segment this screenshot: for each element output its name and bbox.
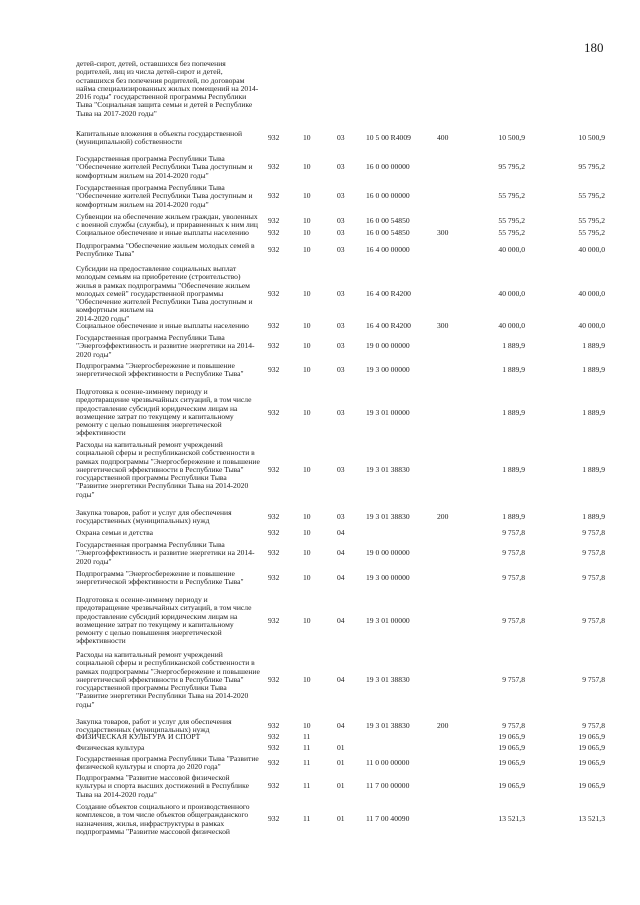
row-name-line: Республике Тыва" [76,249,135,259]
section-code: 11 [303,732,311,741]
section-code: 10 [303,465,311,474]
row-name [76,541,266,566]
row-name [76,362,266,379]
amount-2019: 9 757,8 [502,573,525,582]
row-name-line: детей-сирот, детей, оставшихся без попечения [76,59,226,68]
row-name-line: рамках подпрограммы "Энергосбережение и повышение [76,666,260,676]
target-article-code: 11 0 00 00000 [366,758,410,767]
amount-2019: 9 757,8 [502,528,525,537]
amount-2019: 1 889,9 [502,512,525,521]
row-name-line: родителей, лиц из числа детей-сирот и детей, [76,67,223,77]
section-code: 10 [303,133,311,142]
section-code: 10 [303,321,311,330]
section-code: 10 [303,721,311,730]
ministry-code: 932 [268,528,280,537]
amount-2019: 1 889,9 [502,341,525,350]
row-name-line: Субсидии на предоставление социальных выплат [76,264,237,273]
amount-2020: 1 889,9 [582,365,605,374]
subsection-code: 01 [337,743,345,752]
row-name-line: подпрограммы "Развитие массовой физической [76,826,230,836]
row-name-line: "Развитие энергетики Республики Тыва на 2014-2020 [76,481,249,491]
target-article-code: 16 0 00 00000 [366,162,410,171]
row-name-line: оставшихся без попечения родителей, по договорам [76,75,245,85]
amount-2020: 55 795,2 [578,228,605,237]
ministry-code: 932 [268,548,280,557]
row-name-line: найма специализированных жилых помещений на 2014- [76,83,259,93]
target-article-code: 19 3 01 00000 [366,408,410,417]
row-name-line: Расходы на капитальный ремонт учреждений [76,650,223,659]
row-name-line: культуры и спорта высших достижений в Республике [76,781,249,791]
amount-2020: 9 757,8 [582,675,605,684]
row-name [76,803,266,836]
target-article-code: 19 3 01 38830 [366,675,410,684]
row-name [76,388,266,438]
amount-2020: 19 065,9 [578,743,605,752]
row-name-line: Создание объектов социального и производственного [76,802,250,811]
row-name-line: Государственная программа Республики Тыва [76,154,225,163]
target-article-code: 19 3 01 38830 [366,512,410,521]
ministry-code: 932 [268,512,280,521]
row-name-line: назначения, жилья, инфраструктуры в рамках [76,818,225,828]
amount-2020: 40 000,0 [578,289,605,298]
row-name [76,229,266,237]
subsection-code: 03 [337,216,345,225]
row-name-line: ФИЗИЧЕСКАЯ КУЛЬТУРА И СПОРТ [76,732,201,741]
row-name-line: Подготовка к осенне-зимнему периоду и [76,595,208,604]
row-name-line: (муниципальной) собственности [76,137,182,147]
amount-2019: 19 065,9 [498,758,525,767]
amount-2020: 19 065,9 [578,758,605,767]
row-name-line: Социальное обеспечение и иные выплаты населению [76,228,249,237]
row-name [76,242,266,259]
subsection-code: 04 [337,528,345,537]
row-name [76,733,266,741]
subsection-code: 03 [337,321,345,330]
ministry-code: 932 [268,781,280,790]
amount-2019: 55 795,2 [498,191,525,200]
row-name [76,529,266,537]
row-name-line: Государственная программа Республики Тыва "Развитие [76,754,259,763]
section-code: 10 [303,512,311,521]
amount-2019: 19 065,9 [498,743,525,752]
subsection-code: 04 [337,721,345,730]
amount-2020: 9 757,8 [582,721,605,730]
target-article-code: 16 0 00 54850 [366,228,410,237]
row-name-line: возмещение затрат по текущему и капитальному [76,411,234,421]
ministry-code: 932 [268,321,280,330]
row-name-line: "Энергоэффективность и развитие энергетики на 2014- [76,548,255,558]
row-name-line: Подпрограмма "Энергосбережение и повышение [76,361,235,370]
row-name-line: молодым семьям на приобретение (строительство) [76,272,241,282]
ministry-code: 932 [268,216,280,225]
ministry-code: 932 [268,191,280,200]
row-name-line: Закупка товаров, работ и услуг для обеспечения [76,717,232,726]
ministry-code: 932 [268,162,280,171]
expense-type-code: 400 [437,133,449,142]
row-name-line: комфортным жильем на 2014-2020 годы" [76,199,209,209]
row-name-line: предоставление субсидий юридическим лицам на [76,611,238,621]
ministry-code: 932 [268,245,280,254]
section-code: 10 [303,228,311,237]
target-article-code: 19 3 01 00000 [366,616,410,625]
ministry-code: 932 [268,758,280,767]
row-name-line: ремонту с целью повышения энергетической [76,420,222,430]
row-name-line: комплексов, в том числе объектов общегражданского [76,810,249,820]
section-code: 10 [303,675,311,684]
row-name-line: с военной службы (службы), и приравненных к ним лиц [76,220,258,230]
section-code: 10 [303,548,311,557]
row-name-line: государственных (муниципальных) нужд [76,516,210,526]
section-code: 10 [303,341,311,350]
target-article-code: 19 3 00 00000 [366,573,410,582]
amount-2019: 55 795,2 [498,216,525,225]
row-name-line: Подготовка к осенне-зимнему периоду и [76,387,208,396]
section-code: 11 [303,743,311,752]
target-article-code: 16 4 00 00000 [366,245,410,254]
section-code: 11 [303,781,311,790]
subsection-code: 01 [337,781,345,790]
section-code: 10 [303,528,311,537]
ministry-code: 932 [268,289,280,298]
row-name-line: Подпрограмма "Развитие массовой физической [76,773,230,782]
section-code: 10 [303,616,311,625]
row-name-line: рамках подпрограммы "Энергосбережение и повышение [76,456,260,466]
row-name-line: Тыва на 2017-2020 годы" [76,108,157,118]
row-name-line: 2014-2020 годы" [76,313,130,323]
row-name-line: комфортным жильем на 2014-2020 годы" [76,170,209,180]
amount-2020: 40 000,0 [578,321,605,330]
section-code: 10 [303,408,311,417]
row-name-line: возмещение затрат по текущему и капитальному [76,619,234,629]
target-article-code: 10 5 00 R4009 [366,133,411,142]
row-name [76,334,266,359]
amount-2019: 1 889,9 [502,365,525,374]
section-code: 10 [303,162,311,171]
row-name [76,596,266,646]
amount-2020: 10 500,9 [578,133,605,142]
subsection-code: 03 [337,162,345,171]
row-name-line: Социальное обеспечение и иные выплаты населению [76,321,249,330]
target-article-code: 19 3 01 38830 [366,465,410,474]
ministry-code: 932 [268,743,280,752]
amount-2020: 1 889,9 [582,512,605,521]
subsection-code: 04 [337,573,345,582]
subsection-code: 03 [337,228,345,237]
row-name [76,774,266,799]
row-name-line: молодых семей" государственной программы [76,288,224,298]
amount-2020: 9 757,8 [582,528,605,537]
row-name-line: Тыва "Социальная защита семьи и детей в Республике [76,100,253,110]
target-article-code: 16 4 00 R4200 [366,321,411,330]
row-name-line: Расходы на капитальный ремонт учреждений [76,440,223,449]
row-name-line: Закупка товаров, работ и услуг для обеспечения [76,508,232,517]
amount-2019: 40 000,0 [498,245,525,254]
subsection-code: 03 [337,245,345,254]
amount-2020: 19 065,9 [578,732,605,741]
ministry-code: 932 [268,721,280,730]
row-name [76,322,266,330]
target-article-code: 11 7 00 40090 [366,814,410,823]
ministry-code: 932 [268,732,280,741]
row-name-line: "Обеспечение жителей Республики Тыва доступным и [76,162,253,172]
amount-2019: 13 521,3 [498,814,525,823]
ministry-code: 932 [268,573,280,582]
row-name-line: Государственная программа Республики Тыва [76,540,225,549]
row-name-line: Капитальные вложения в объекты государственной [76,129,243,138]
row-name [76,60,266,118]
row-name [76,155,266,180]
subsection-code: 03 [337,465,345,474]
row-name-line: эффективности [76,636,126,646]
target-article-code: 16 0 00 00000 [366,191,410,200]
row-name-line: жилья в рамках подпрограммы "Обеспечение жильем [76,280,250,290]
row-name [76,441,266,499]
row-name-line: "Обеспечение жителей Республики Тыва доступным и [76,297,253,307]
row-name [76,651,266,709]
target-article-code: 16 4 00 R4200 [366,289,411,298]
row-name-line: Подпрограмма "Энергосбережение и повышение [76,569,235,578]
ministry-code: 932 [268,675,280,684]
section-code: 10 [303,245,311,254]
row-name [76,509,266,526]
row-name-line: эффективности [76,428,126,438]
expense-type-code: 300 [437,228,449,237]
ministry-code: 932 [268,228,280,237]
target-article-code: 11 7 00 00000 [366,781,410,790]
amount-2019: 95 795,2 [498,162,525,171]
amount-2019: 1 889,9 [502,465,525,474]
subsection-code: 03 [337,408,345,417]
row-name-line: 2020 годы" [76,349,112,359]
subsection-code: 03 [337,133,345,142]
section-code: 11 [303,758,311,767]
amount-2020: 9 757,8 [582,616,605,625]
row-name [76,130,266,147]
amount-2019: 9 757,8 [502,548,525,557]
subsection-code: 01 [337,814,345,823]
row-name-line: "Энергоэффективность и развитие энергетики на 2014- [76,341,255,351]
row-name-line: государственной программы Республики Тыва [76,683,227,693]
row-name [76,184,266,209]
target-article-code: 19 0 00 00000 [366,341,410,350]
subsection-code: 03 [337,512,345,521]
row-name-line: энергетической эффективности в Республике Тыва" [76,674,244,684]
amount-2020: 13 521,3 [578,814,605,823]
amount-2019: 19 065,9 [498,732,525,741]
row-name-line: "Развитие энергетики Республики Тыва на 2014-2020 [76,691,249,701]
subsection-code: 03 [337,289,345,298]
ministry-code: 932 [268,616,280,625]
ministry-code: 932 [268,408,280,417]
row-name-line: комфортным жильем на [76,305,154,315]
expense-type-code: 200 [437,721,449,730]
subsection-code: 03 [337,191,345,200]
subsection-code: 01 [337,758,345,767]
row-name-line: государственной программы Республики Тыва [76,473,227,483]
row-name-line: ремонту с целью повышения энергетической [76,628,222,638]
ministry-code: 932 [268,814,280,823]
ministry-code: 932 [268,465,280,474]
section-code: 10 [303,216,311,225]
amount-2020: 55 795,2 [578,191,605,200]
row-name [76,570,266,587]
row-name-line: Охрана семьи и детства [76,528,153,537]
amount-2020: 1 889,9 [582,465,605,474]
amount-2019: 9 757,8 [502,721,525,730]
row-name-line: годы" [76,699,95,709]
row-name-line: Тыва на 2014-2020 годы" [76,789,157,799]
subsection-code: 03 [337,365,345,374]
row-name [76,265,266,323]
row-name-line: энергетической эффективности в Республике Тыва" [76,464,244,474]
row-name-line: 2020 годы" [76,556,112,566]
amount-2019: 40 000,0 [498,289,525,298]
amount-2020: 55 795,2 [578,216,605,225]
section-code: 10 [303,191,311,200]
amount-2020: 9 757,8 [582,573,605,582]
row-name-line: предотвращение чрезвычайных ситуаций, в том числе [76,395,252,405]
amount-2019: 10 500,9 [498,133,525,142]
row-name-line: физической культуры и спорта до 2020 года" [76,762,221,772]
amount-2020: 1 889,9 [582,341,605,350]
section-code: 11 [303,814,311,823]
row-name-line: 2016 годы" государственной программы Республики [76,92,247,102]
subsection-code: 04 [337,675,345,684]
ministry-code: 932 [268,341,280,350]
amount-2019: 19 065,9 [498,781,525,790]
row-name-line: "Обеспечение жителей Республики Тыва доступным и [76,191,253,201]
row-name-line: социальной сферы и республиканской собственности в [76,658,255,668]
amount-2020: 95 795,2 [578,162,605,171]
row-name-line: годы" [76,489,95,499]
page-number: 180 [584,40,604,55]
ministry-code: 932 [268,365,280,374]
row-name-line: энергетической эффективности в Республике Тыва" [76,577,244,587]
amount-2019: 1 889,9 [502,408,525,417]
row-name-line: предотвращение чрезвычайных ситуаций, в том числе [76,603,252,613]
row-name-line: Субвенции на обеспечение жильем граждан, уволенных [76,212,258,221]
row-name-line: предоставление субсидий юридическим лицам на [76,403,238,413]
amount-2020: 19 065,9 [578,781,605,790]
row-name-line: Государственная программа Республики Тыва [76,333,225,342]
target-article-code: 19 0 00 00000 [366,548,410,557]
row-name [76,744,266,752]
amount-2019: 9 757,8 [502,616,525,625]
amount-2020: 40 000,0 [578,245,605,254]
row-name-line: государственных (муниципальных) нужд [76,725,210,735]
target-article-code: 19 3 01 38830 [366,721,410,730]
section-code: 10 [303,365,311,374]
subsection-code: 04 [337,616,345,625]
row-name-line: энергетической эффективности в Республике Тыва" [76,369,244,379]
expense-type-code: 300 [437,321,449,330]
expense-type-code: 200 [437,512,449,521]
subsection-code: 04 [337,548,345,557]
row-name-line: Государственная программа Республики Тыва [76,183,225,192]
subsection-code: 03 [337,341,345,350]
row-name [76,755,266,772]
target-article-code: 19 3 00 00000 [366,365,410,374]
amount-2020: 9 757,8 [582,548,605,557]
section-code: 10 [303,573,311,582]
row-name-line: социальной сферы и республиканской собственности в [76,448,255,458]
amount-2020: 1 889,9 [582,408,605,417]
ministry-code: 932 [268,133,280,142]
section-code: 10 [303,289,311,298]
amount-2019: 40 000,0 [498,321,525,330]
row-name-line: Физическая культура [76,743,145,752]
amount-2019: 55 795,2 [498,228,525,237]
row-name-line: Подпрограмма "Обеспечение жильем молодых семей в [76,241,255,250]
amount-2019: 9 757,8 [502,675,525,684]
target-article-code: 16 0 00 54850 [366,216,410,225]
